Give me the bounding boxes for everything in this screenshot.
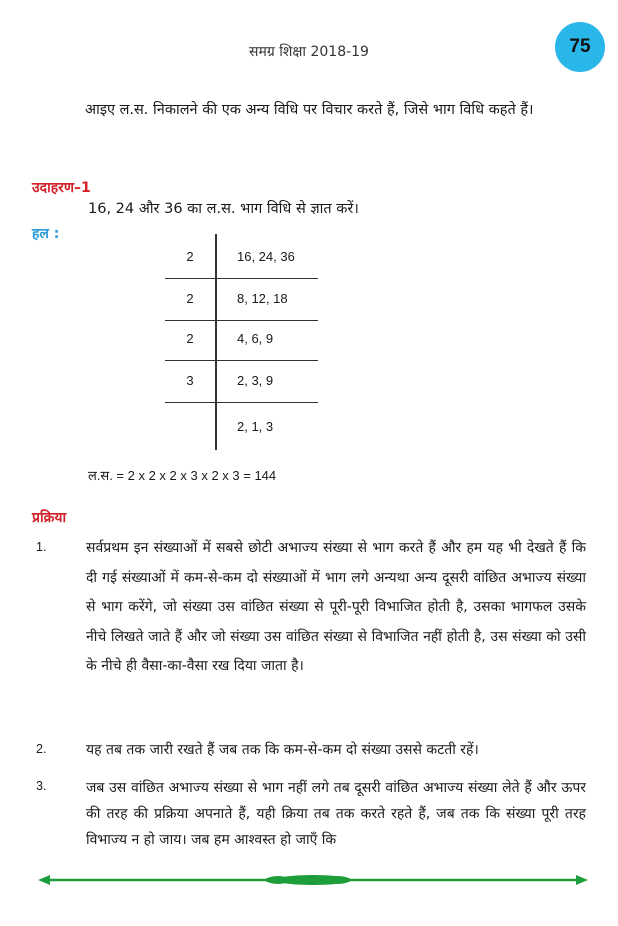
division-row [165, 318, 318, 361]
page-number-badge: 75 [555, 22, 605, 72]
step-number: 3. [36, 779, 47, 793]
intro-paragraph: आइए ल.स. निकालने की एक अन्य विधि पर विचार करते हैं, जिसे भाग विधि कहते हैं। [85, 102, 534, 118]
dividend-numbers: 2, 1, 3 [237, 419, 274, 434]
lcm-result: ल.स. = 2 x 2 x 2 x 3 x 2 x 3 = 144 [88, 468, 277, 483]
step-number: 2. [36, 742, 47, 756]
step-text: यह तब तक जारी रखते हैं जब तक कि कम-से-कम दो संख्या उससे कटती रहें। [86, 742, 479, 758]
example-problem: 16, 24 और 36 का ल.स. भाग विधि से ज्ञात करें। [88, 201, 359, 217]
dividend-numbers: 8, 12, 18 [237, 291, 288, 306]
step-text: सर्वप्रथम इन संख्याओं में सबसे छोटी अभाज्य संख्या से भाग करते हैं और हम यह भी देखते हैं कि दी गई संख्याओं में कम-से-कम दो संख्याओं में भाग लगे अन्यथा अन्य दूसरी वांछित अभाज्य संख्या से भाग करेंगे, जो संख्या उस वांछित संख्या से पूरी-पूरी विभाजित होती है, उसका भागफल उसके नीचे लिखते जाते हैं और जो संख्या उस वांछित संख्या से विभाजित नहीं होती है, उस संख्या को उसी के नीचे ही वैसा-का-वैसा रख दिया जाता है। [86, 540, 586, 675]
division-row [165, 278, 318, 321]
dividend-numbers: 2, 3, 9 [237, 373, 274, 388]
step-number: 1. [36, 540, 47, 554]
division-row [165, 236, 318, 279]
process-title: प्रक्रिया [32, 510, 67, 526]
divisor: 2 [186, 331, 194, 346]
dividend-numbers: 16, 24, 36 [237, 249, 295, 264]
division-row [165, 406, 318, 448]
divisor: 2 [186, 291, 194, 306]
divisor: 2 [186, 249, 194, 264]
decorative-footer-rule [38, 872, 588, 888]
dividend-numbers: 4, 6, 9 [237, 331, 274, 346]
solution-label: हल : [32, 226, 60, 242]
step-text: जब उस वांछित अभाज्य संख्या से भाग नहीं लगे तब दूसरी वांछित अभाज्य संख्या लेते हैं और ऊपर की तरह की प्रक्रिया अपनाते हैं, यही क्रिया तब तक करते रहते हैं, जब तक कि संख्या पूरी तरह विभाज्य न हो जाय। जब हम आश्वस्त हो जाएँ कि [86, 780, 586, 848]
page-header-title: समग्र शिक्षा 2018-19 [249, 44, 369, 60]
division-row [165, 360, 318, 403]
divisor: 3 [186, 373, 194, 388]
example-title: उदाहरण–1 [32, 180, 91, 196]
